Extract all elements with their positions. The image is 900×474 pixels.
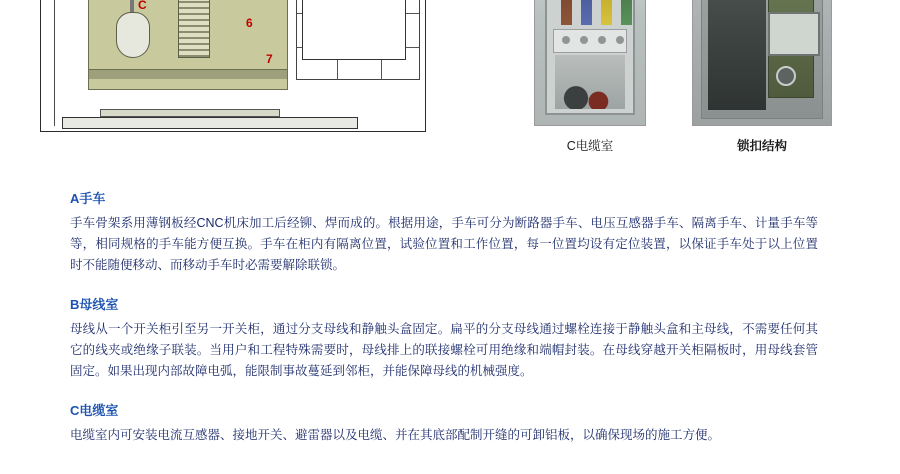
lock-window	[768, 12, 820, 56]
drawing-base-rail-upper	[100, 109, 280, 117]
drawing-inner-box	[302, 0, 406, 60]
drawing-left-rail	[47, 0, 55, 126]
article-body	[70, 188, 818, 464]
mounting-plate	[553, 29, 627, 53]
busbar-phase-4	[621, 0, 632, 25]
drawing-label-c: C	[138, 0, 147, 12]
lock-knob-icon	[776, 66, 796, 86]
figure-area	[0, 0, 900, 160]
busbar-phase-3	[601, 0, 612, 25]
vacuum-interrupter-glyph	[116, 12, 150, 58]
section-handcart	[70, 188, 818, 276]
section-busbar-room	[70, 294, 818, 382]
section-title-cable-room: C电缆室	[70, 403, 119, 418]
caption-cable-room: C电缆室	[566, 139, 614, 153]
vertical-spring-glyph	[178, 0, 210, 58]
section-cable-room	[70, 400, 818, 446]
cable-room-photo	[534, 0, 646, 126]
lock-body	[701, 0, 823, 119]
section-text-busbar-room: 母线从一个开关柜引至另一开关柜，通过分支母线和静触头盒固定。扁平的分支母线通过螺栓连接于静触头盒和主母线，不需要任何其它的线夹或绝缘子联装。当用户和工程特殊需要时，母线排上的联接螺栓可用绝缘和端帽封装。在母线穿越开关柜隔板时，用母线套管固定。如果出现内部故障电弧，能限制事故蔓延到邻柜，并能保障母线的机械强度。	[70, 322, 818, 378]
drawing-base-rail	[62, 117, 358, 129]
cable-room-frame	[545, 0, 635, 115]
drawing-label-6: 6	[246, 16, 253, 30]
lock-dark-panel	[708, 0, 766, 110]
section-text-cable-room: 电缆室内可安装电流互感器、接地开关、避雷器以及电缆、并在其底部配制开缝的可卸铝板，以确保现场的施工方便。	[70, 428, 721, 442]
drawing-label-7: 7	[266, 52, 273, 66]
section-text-handcart: 手车骨架系用薄钢板经CNC机床加工后经铆、焊而成的。根据用途，手车可分为断路器手车、电压互感器手车、隔离手车、计量手车等等，相同规格的手车能方便互换。手车在柜内有隔离位置，试验位置和工作位置，每一位置均设有定位装置，以保证手车处于以上位置时不能随便移动、而移动手车时必需要解除联锁。	[70, 216, 818, 272]
caption-lock-structure: 锁扣结构	[736, 139, 787, 153]
lock-structure-photo	[692, 0, 832, 126]
busbar-phase-2	[581, 0, 592, 25]
section-title-handcart: A手车	[70, 191, 106, 206]
busbar-phase-1	[561, 0, 572, 25]
cable-bundle	[555, 55, 625, 109]
section-title-busbar-room: B母线室	[70, 297, 119, 312]
switchgear-line-drawing	[40, 0, 430, 135]
